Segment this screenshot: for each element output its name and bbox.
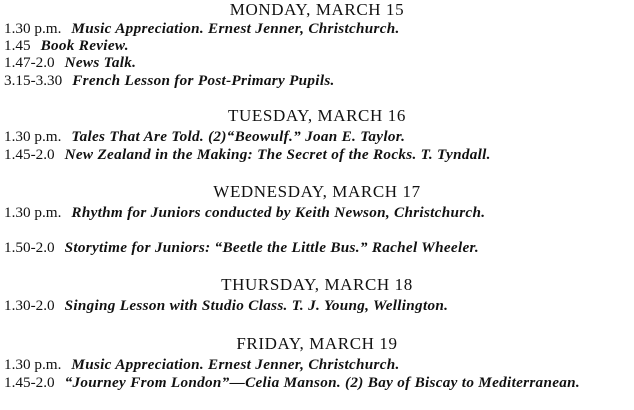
schedule-entry <box>4 21 628 37</box>
day-heading-monday: MONDAY, MARCH 15 <box>229 0 405 19</box>
entry-description: Rhythm for Juniors conducted by Keith Newson, Christchurch. <box>71 204 486 221</box>
entry-time: 1.30-2.0 <box>4 297 55 314</box>
schedule-entry <box>4 129 628 145</box>
schedule-entry <box>4 55 628 71</box>
entry-time: 1.30 p.m. <box>4 204 62 221</box>
entry-time: 1.45 <box>4 37 31 54</box>
entry-time: 3.15-3.30 <box>4 72 63 89</box>
schedule-entry <box>4 147 628 163</box>
entry-description: Music Appreciation. Ernest Jenner, Christchurch. <box>71 20 400 37</box>
schedule-entry <box>4 205 628 221</box>
day-heading-thursday: THURSDAY, MARCH 18 <box>221 275 413 294</box>
entry-description: French Lesson for Post-Primary Pupils. <box>72 72 335 89</box>
day-heading-friday: FRIDAY, MARCH 19 <box>236 334 398 353</box>
entry-time: 1.30 p.m. <box>4 128 62 145</box>
entry-time: 1.45-2.0 <box>4 374 55 391</box>
day-heading-tuesday: TUESDAY, MARCH 16 <box>228 106 406 125</box>
schedule-entry <box>4 375 628 391</box>
schedule-entry <box>4 240 628 256</box>
entry-description: “Journey From London”—Celia Manson. (2) Bay of Biscay to Mediterranean. <box>64 374 580 391</box>
entry-time: 1.30 p.m. <box>4 20 62 37</box>
schedule-entry <box>4 38 628 54</box>
schedule-entry <box>4 298 628 314</box>
schedule-entry <box>4 73 628 89</box>
entry-time: 1.45-2.0 <box>4 146 55 163</box>
entry-description: Tales That Are Told. (2)“Beowulf.” Joan E. Taylor. <box>71 128 406 145</box>
day-heading-wednesday: WEDNESDAY, MARCH 17 <box>213 182 421 201</box>
schedule-entry <box>4 357 628 373</box>
entry-description: Book Review. <box>40 37 129 54</box>
entry-description: Storytime for Juniors: “Beetle the Little Bus.” Rachel Wheeler. <box>64 239 479 256</box>
entry-description: New Zealand in the Making: The Secret of the Rocks. T. Tyndall. <box>64 146 491 163</box>
entry-time: 1.50-2.0 <box>4 239 55 256</box>
entry-description: News Talk. <box>64 54 137 71</box>
entry-description: Singing Lesson with Studio Class. T. J. Young, Wellington. <box>64 297 449 314</box>
entry-time: 1.47-2.0 <box>4 54 55 71</box>
entry-time: 1.30 p.m. <box>4 356 62 373</box>
entry-description: Music Appreciation. Ernest Jenner, Christchurch. <box>71 356 400 373</box>
